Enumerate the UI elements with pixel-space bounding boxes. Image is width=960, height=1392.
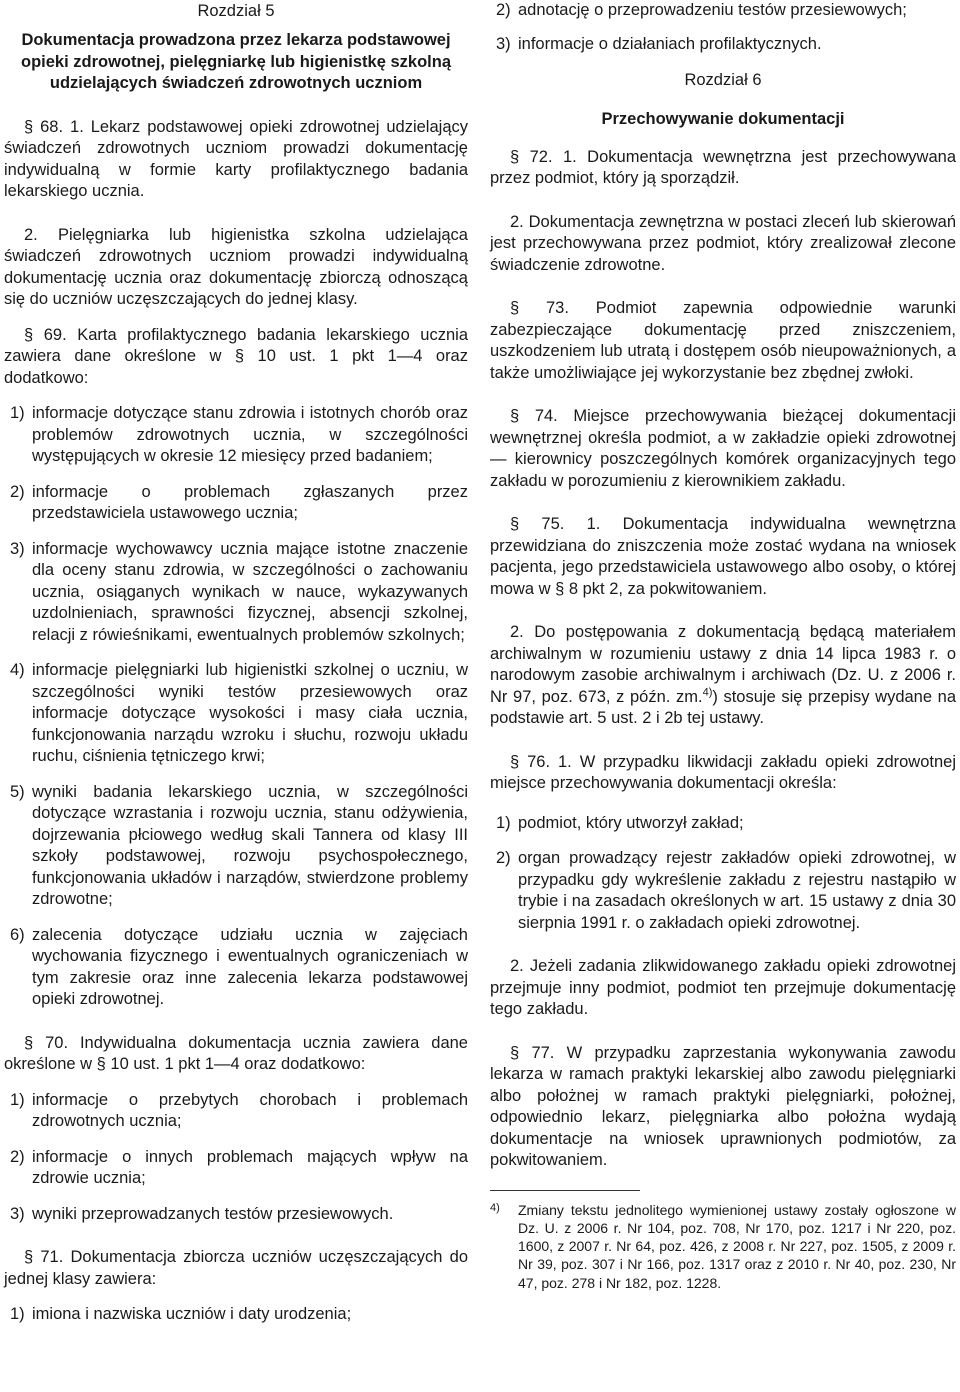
footnote-reference: 4) (702, 686, 713, 698)
list-item: 2) adnotację o przeprowadzeniu testów przesiewowych; (496, 1, 907, 19)
section-68-1: § 68. 1. Lekarz podstawowej opieki zdrowotnej udzielający świadczeń zdrowotnych uczniom prowadzi dokumentację indywidualną w formie karty profilaktycznego badania lekarskiego ucznia. (4, 117, 468, 200)
list-item: 1) informacje o przebytych chorobach i problemach zdrowotnych ucznia; (10, 1090, 468, 1130)
section-70-list (4, 1090, 468, 1226)
list-item: 6) zalecenia dotyczące udziału ucznia w zajęciach wychowania fizycznego i ewentualnych ograniczeniach w tym zakresie oraz inne zalecenia lekarza podstawowej opieki zdrowotnej. (10, 925, 468, 1008)
left-column (4, 0, 468, 1326)
section-74: § 74. Miejsce przechowywania bieżącej dokumentacji wewnętrznej określa podmiot, a w zakładzie opieki zdrowotnej — kierownicy poszczególnych komórek organizacyjnych tego zakładu w porozumieniu z kierownikiem zakładu. (490, 407, 956, 490)
list-item: 1) informacje dotyczące stanu zdrowia i istotnych chorób oraz problemów zdrowotnych ucznia, w szczególności występujących w okresie 12 miesięcy przed badaniem; (10, 404, 468, 465)
section-69-list (4, 403, 468, 1011)
list-item: 3) informacje o działaniach profilaktycznych. (496, 34, 822, 53)
section-71-list-continued (490, 0, 956, 55)
list-item: 1) imiona i nazwiska uczniów i daty urodzenia; (10, 1305, 352, 1323)
list-item: 3) wyniki przeprowadzanych testów przesiewowych. (10, 1204, 394, 1223)
chapter-6-title: Przechowywanie dokumentacji (601, 110, 845, 128)
chapter-6-number: Rozdział 6 (684, 71, 762, 89)
section-70-intro: § 70. Indywidualna dokumentacja ucznia zawiera dane określone w § 10 ust. 1 pkt 1—4 oraz dodatkowo: (4, 1033, 468, 1073)
list-item: 2) informacje o innych problemach mających wpływ na zdrowie ucznia; (10, 1147, 468, 1187)
section-73: § 73. Podmiot zapewnia odpowiednie warunki zabezpieczające dokumentację przed zniszczeniem, uszkodzeniem lub utratą i dostępem osób nieupoważnionych, a także umożliwiające jej wykorzystanie bez zbędnej zwłoki. (490, 299, 956, 382)
list-item: 4) informacje pielęgniarki lub higienistki szkolnej o uczniu, w szczególności wyniki testów przesiewowych oraz informacje dotyczące wysokości i masy ciała ucznia, funkcjonowania narządu wzroku i słuchu, rozwoju układu ruchu, ciśnienia tętniczego krwi; (10, 661, 468, 765)
section-68-2: 2. Pielęgniarka lub higienistka szkolna udzielająca świadczeń zdrowotnych uczniom prowadzi indywidualną dokumentację ucznia oraz dokumentację zbiorczą odnoszącą się do uczniów uczęszczających do jednej klasy. (4, 225, 468, 308)
section-71-intro: § 71. Dokumentacja zbiorcza uczniów uczęszczających do jednej klasy zawiera: (4, 1248, 468, 1288)
list-item: 5) wyniki badania lekarskiego ucznia, w szczególności dotyczące wzrastania i rozwoju ucznia, stanu odżywienia, dojrzewania płciowego według skali Tannera od klasy III szkoły podstawowej, rozwoju psychospołecznego, funkcjonowania układów i narządów, stwierdzone problemy zdrowotne; (10, 782, 468, 908)
list-item: 1) podmiot, który utworzył zakład; (496, 813, 744, 832)
list-item: 3) informacje wychowawcy ucznia mające istotne znaczenie dla oceny stanu zdrowia, w szczególności o zachowaniu ucznia, osiąganych wynikach w nauce, wykazywanych uzdolnieniach, sprawności fizycznej, absencji szkolnej, relacji z rówieśnikami, ewentualnych problemów szkolnych; (10, 539, 468, 644)
footnote-text: Zmiany tekstu jednolitego wymienionej ustawy zostały ogłoszone w Dz. U. z 2006 r. Nr 104, poz. 708, Nr 170, poz. 1217 i Nr 220, poz. 1600, z 2007 r. Nr 64, poz. 426, z 2008 r. Nr 227, poz. 1505, z 2009 r. Nr 39, poz. 307 i Nr 166, poz. 1317 oraz z 2010 r. Nr 40, poz. 230, Nr 47, poz. 278 i Nr 182, poz. 1228. (518, 1201, 956, 1291)
chapter-5-title: Dokumentacja prowadzona przez lekarza podstawowej opieki zdrowotnej, pielęgniarkę lub higienistkę szkolną udzielających świadczeń zdrowotnych uczniom (20, 31, 451, 92)
footnote-mark: 4) (490, 1201, 500, 1214)
right-column (490, 0, 956, 1292)
footnote-divider (490, 1190, 640, 1191)
section-72-2: 2. Dokumentacja zewnętrzna w postaci zleceń lub skierowań jest przechowywana przez podmiot, który zrealizował zlecone świadczenie zdrowotne. (490, 212, 956, 274)
list-item: 2) organ prowadzący rejestr zakładów opieki zdrowotnej, w przypadku gdy wykreślenie zakładu z rejestru nastąpiło w trybie i na zasadach określonych w art. 15 ustawy z dnia 30 sierpnia 1991 r. o zakładach opieki zdrowotnej. (496, 849, 956, 932)
section-72-1: § 72. 1. Dokumentacja wewnętrzna jest przechowywana przez podmiot, który ją sporządził. (490, 147, 956, 187)
list-item: 2) informacje o problemach zgłaszanych przez przedstawiciela ustawowego ucznia; (10, 482, 468, 522)
footnote (490, 1201, 956, 1292)
chapter-5-number: Rozdział 5 (197, 2, 275, 20)
section-77: § 77. W przypadku zaprzestania wykonywania zawodu lekarza w ramach praktyki lekarskiej albo zawodu pielęgniarki albo położnej w ramach praktyki pielęgniarki, położnej, odpowiednio lekarz, pielęgniarka albo położna wydają dokumentacje na wniosek uprawnionych podmiotów, za pokwitowaniem. (490, 1043, 956, 1169)
section-75-2: 2. Do postępowania z dokumentacją będącą materiałem archiwalnym w rozumieniu ustawy z dnia 14 lipca 1983 r. o narodowym zasobie archiwalnym i archiwach (Dz. U. z 2006 r. Nr 97, poz. 673, z późn. zm.$^{4)}$) stosuje się przepisy wydane na podstawie art. 5 ust. 2 i 2b tej ustawy. (490, 623, 956, 727)
section-76-list (490, 813, 956, 935)
section-75-1: § 75. 1. Dokumentacja indywidualna wewnętrzna przewidziana do zniszczenia może zostać wydana na wniosek pacjenta, jego przedstawiciela ustawowego albo osoby, o której mowa w § 8 pkt 2, za pokwitowaniem. (490, 515, 956, 598)
section-76-2: 2. Jeżeli zadania zlikwidowanego zakładu opieki zdrowotnej przejmuje inny podmiot, podmiot ten przejmuje dokumentację tego zakładu. (490, 957, 956, 1018)
section-76-1: § 76. 1. W przypadku likwidacji zakładu opieki zdrowotnej miejsce przechowywania dokumentacji określa: (490, 752, 956, 792)
section-69-intro: § 69. Karta profilaktycznego badania lekarskiego ucznia zawiera dane określone w § 10 ust. 1 pkt 1—4 oraz dodatkowo: (4, 325, 468, 387)
section-71-list (4, 1304, 468, 1326)
